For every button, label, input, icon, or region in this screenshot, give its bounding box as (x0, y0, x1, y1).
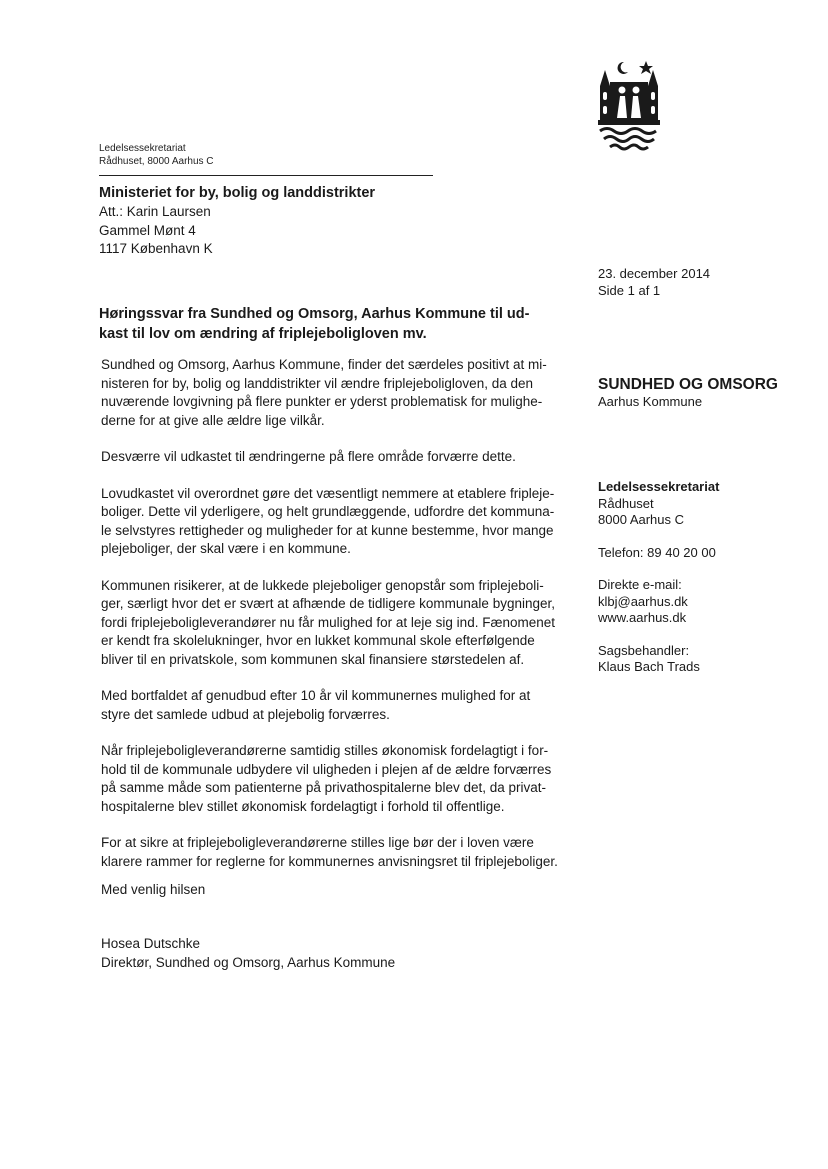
subject-line-2: kast til lov om ændring af friplejeboligloven mv. (99, 326, 427, 342)
text-line: le selvstyres rettigheder og muligheder for at kunne bestemme, hvor mange (101, 522, 554, 538)
paragraph (101, 834, 581, 871)
department-postal: 8000 Aarhus C (598, 512, 685, 527)
text-line: klarere rammer for reglerne for kommunernes anvisningsret til friplejeboliger. (101, 853, 558, 869)
text-line: ger, særligt hvor det er svært at afhænde de tidligere kommunale bygninger, (101, 596, 555, 611)
phone-block (598, 545, 719, 562)
department-name: Ledelsessekretariat (598, 479, 720, 494)
website-link[interactable]: www.aarhus.dk (598, 610, 687, 625)
text-line: på samme måde som patienterne på privathospitalerne blev det, da privat- (101, 780, 546, 795)
sender-address (99, 142, 214, 168)
text-line: hold til de kommunale udbydere vil uligheden i plejen af de ældre forværres (101, 761, 552, 777)
department-building: Rådhuset (598, 495, 654, 511)
signatory-name: Hosea Dutschke (101, 936, 201, 951)
sender-department: Ledelsessekretariat (99, 143, 186, 154)
subject-line-1: Høringssvar fra Sundhed og Omsorg, Aarhus Kommune til ud- (99, 306, 530, 322)
paragraph (101, 448, 581, 467)
page-number: Side 1 af 1 (598, 282, 661, 298)
sidebar (598, 375, 778, 411)
letter-date: 23. december 2014 (598, 266, 711, 281)
letter-body (101, 356, 581, 871)
municipality-name: Aarhus Kommune (598, 394, 703, 409)
text-line: styre det samlede udbud at plejebolig forværres. (101, 706, 390, 722)
phone-number: Telefon: 89 40 20 00 (598, 544, 716, 560)
text-line: fordi friplejeboligleverandører nu får mulighed for at leje sig ind. Fænomenet (101, 614, 555, 630)
handler-block (598, 643, 719, 676)
letter-meta (598, 266, 710, 299)
recipient-street: Gammel Mønt 4 (99, 222, 196, 238)
text-line: Med bortfaldet af genudbud efter 10 år vil kommunernes mulighed for at (101, 688, 531, 703)
handler-name: Klaus Bach Trads (598, 659, 700, 674)
email-link[interactable]: klbj@aarhus.dk (598, 593, 688, 609)
aarhus-coat-of-arms-icon (594, 56, 664, 156)
text-line: Desværre vil udkastet til ændringerne på flere område forværre dette. (101, 449, 516, 464)
recipient-city: 1117 København K (99, 241, 213, 256)
text-line: hospitalerne blev stillet økonomisk fordelagtigt i forhold til offentlige. (101, 798, 505, 814)
text-line: Lovudkastet vil overordnet gøre det væsentligt nemmere at etablere fripleje- (101, 485, 555, 501)
recipient-name: Ministeriet for by, bolig og landdistrikter (99, 185, 376, 201)
text-line: bliver til en privatskole, som kommunen skal finansiere størstedelen af. (101, 651, 525, 667)
email-block (598, 577, 719, 627)
recipient-block (99, 184, 375, 259)
address-divider (99, 175, 433, 176)
sender-street: Rådhuset, 8000 Aarhus C (99, 156, 214, 167)
closing: Med venlig hilsen (101, 882, 206, 897)
text-line: er kendt fra skolelukninger, hvor en lukket kommunal skole efterfølgende (101, 633, 535, 648)
paragraph (101, 485, 581, 559)
email-label: Direkte e-mail: (598, 577, 682, 592)
paragraph (101, 577, 581, 670)
text-line: derne for at give alle ældre lige vilkår. (101, 412, 325, 428)
text-line: Når friplejeboligleverandørerne samtidig stilles økonomisk fordelagtigt i for- (101, 743, 549, 758)
paragraph (101, 356, 581, 430)
recipient-attention: Att.: Karin Laursen (99, 204, 211, 219)
letter-subject (99, 304, 529, 344)
handler-label: Sagsbehandler: (598, 642, 690, 658)
department-address (598, 479, 719, 529)
signature-block (101, 935, 395, 972)
contact-block (598, 479, 719, 692)
text-line: Kommunen risikerer, at de lukkede plejeboliger genopstår som friplejeboli- (101, 577, 544, 593)
text-line: For at sikre at friplejeboligleverandørerne stilles lige bør der i loven være (101, 835, 534, 850)
unit-name: SUNDHED OG OMSORG (598, 376, 778, 393)
text-line: plejeboliger, der skal være i en kommune. (101, 541, 351, 556)
signatory-title: Direktør, Sundhed og Omsorg, Aarhus Kommune (101, 954, 396, 970)
text-line: Sundhed og Omsorg, Aarhus Kommune, finder det særdeles positivt at mi- (101, 357, 547, 372)
text-line: nisteren for by, bolig og landdistrikter vil ændre friplejeboligloven, da den (101, 375, 533, 391)
text-line: nuværende lovgivning på flere punkter er yderst problematisk for mulighe- (101, 394, 543, 409)
paragraph (101, 742, 581, 816)
text-line: boliger. Dette vil yderligere, og helt grundlæggende, udfordre det kommuna- (101, 504, 555, 519)
paragraph (101, 687, 581, 724)
